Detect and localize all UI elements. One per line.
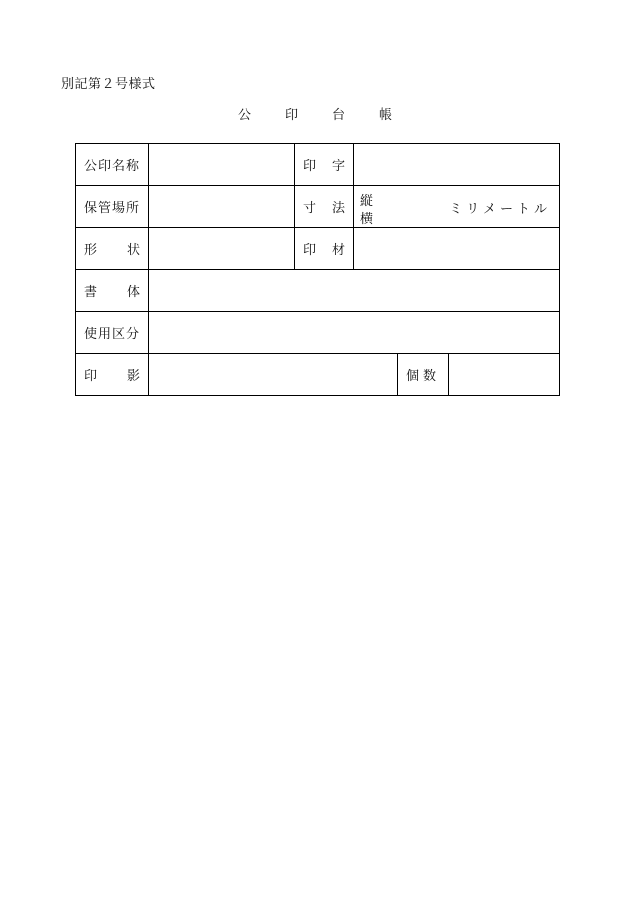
official-seal-name-label: 公印名称	[76, 144, 149, 186]
title-char-1: 公	[237, 108, 251, 123]
impression-label-char-2: 影	[126, 369, 140, 384]
dimension-unit-label: ミリメートル	[449, 202, 552, 217]
material-label-char-1: 印	[303, 243, 317, 258]
table-row	[76, 312, 560, 354]
title-char-3: 台	[331, 108, 345, 123]
usage-category-label: 使用区分	[76, 312, 149, 354]
impression-field[interactable]	[149, 354, 398, 396]
typeface-label-char-1: 書	[84, 285, 98, 300]
typeface-label	[76, 270, 149, 312]
dimensions-label	[295, 186, 354, 228]
usage-category-field[interactable]	[149, 312, 560, 354]
dimensions-field[interactable]	[354, 186, 560, 228]
title-char-2: 印	[284, 108, 298, 123]
table-row	[76, 228, 560, 270]
title-char-4: 帳	[378, 108, 392, 123]
storage-location-field[interactable]	[149, 186, 295, 228]
shape-label	[76, 228, 149, 270]
material-label	[295, 228, 354, 270]
shape-label-char-2: 状	[126, 243, 140, 258]
dimensions-label-char-2: 法	[331, 201, 345, 216]
impression-label	[76, 354, 149, 396]
seal-text-label	[295, 144, 354, 186]
material-field[interactable]	[354, 228, 560, 270]
shape-field[interactable]	[149, 228, 295, 270]
seal-text-label-char-2: 字	[331, 159, 345, 174]
seal-text-field[interactable]	[354, 144, 560, 186]
storage-location-label: 保管場所	[76, 186, 149, 228]
page-title	[0, 104, 630, 123]
dimension-vertical-label: 縦	[360, 194, 374, 209]
table-row	[76, 144, 560, 186]
table-row	[76, 186, 560, 228]
quantity-field[interactable]	[449, 354, 560, 396]
form-number: 別記第２号様式	[61, 77, 156, 92]
dimension-horizontal-label: 横	[360, 212, 374, 227]
shape-label-char-1: 形	[84, 243, 98, 258]
quantity-label: 個数	[398, 354, 449, 396]
impression-label-char-1: 印	[84, 369, 98, 384]
typeface-label-char-2: 体	[126, 285, 140, 300]
seal-text-label-char-1: 印	[303, 159, 317, 174]
table-row	[76, 354, 560, 396]
dimensions-label-char-1: 寸	[303, 201, 317, 216]
table-row	[76, 270, 560, 312]
official-seal-name-field[interactable]	[149, 144, 295, 186]
seal-ledger-table	[75, 143, 560, 396]
material-label-char-2: 材	[331, 243, 345, 258]
typeface-field[interactable]	[149, 270, 560, 312]
